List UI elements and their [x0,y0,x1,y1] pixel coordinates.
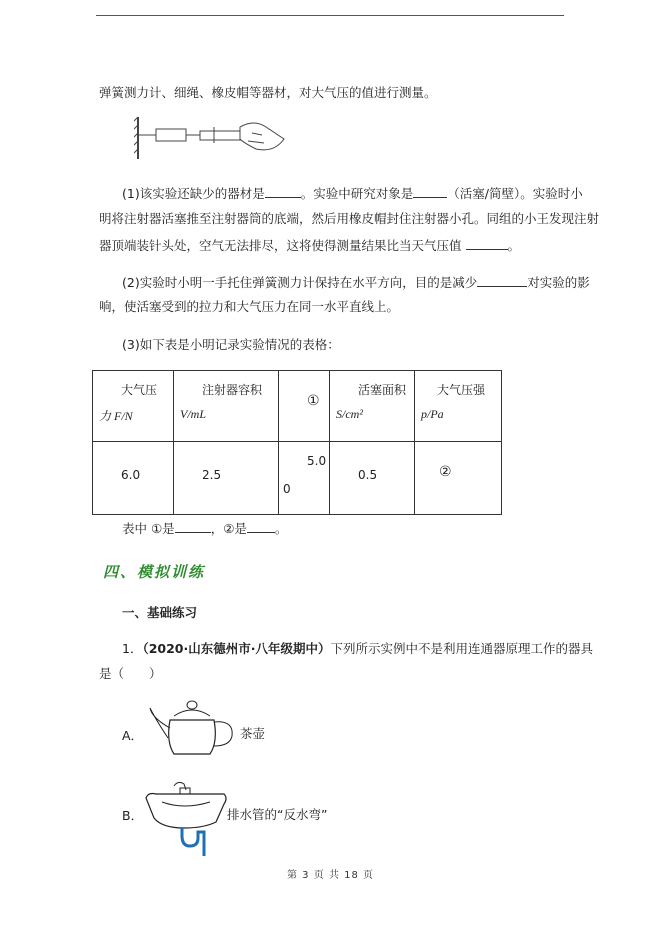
option-a-label: A． [122,728,144,743]
q3-line1: (3)如下表是小明记录实验情况的表格： [122,337,340,352]
table-note: 表中 ①是 ，②是 。 [122,521,288,536]
option-b-text: 排水管的“反水弯” [227,807,328,822]
blank-circle-1[interactable] [175,519,211,533]
sink-drain-icon [144,776,230,856]
q2-line2: 响，使活塞受到的拉力和大气压力在同一水平直线上。 [99,299,400,314]
cell-blank-1-value: 5.0 0 [279,442,330,515]
header-cell-volume: 注射器容积 V/mL [174,371,279,442]
section-title: 四、模拟训练 [103,563,206,581]
header-rule [96,15,564,16]
cell-area-value: 0.5 [330,442,415,515]
q1-blank-result[interactable] [466,236,508,250]
cell-volume-value: 2.5 [174,442,279,515]
cell-force-value: 6.0 [93,442,174,515]
data-table [92,370,502,515]
header-cell-blank-1: ① [279,371,330,442]
header-cell-pressure: 大气压强 p/Pa [415,371,502,442]
question-1-line1: 1．（2020·山东德州市·八年级期中）下列所示实例中不是利用连通器原理工作的器具 [122,641,594,656]
q1-blank-equipment[interactable] [265,184,301,198]
option-a-text: 茶壶 [240,726,266,741]
q1-line3: 器顶端装针头处，空气无法排尽，这将使得测量结果比当天气压值 。 [99,238,521,253]
intro-text: 弹簧测力计、细绳、橡皮帽等器材，对大气压的值进行测量。 [99,85,437,100]
subsection-title: 一、基础练习 [122,605,198,620]
option-b-label: B． [122,808,144,823]
cell-pressure-value: ② [415,442,502,515]
q2-blank-reduce[interactable] [477,273,527,287]
teapot-icon [146,698,238,762]
question-1-line2: 是（ ） [99,666,162,681]
q2-line1: (2)实验时小明一手托住弹簧测力计保持在水平方向，目的是减少 对实验的影 [122,275,590,290]
blank-circle-2[interactable] [247,519,275,533]
header-cell-force: 大气压 力 F/N [93,371,174,442]
table-header-row [93,371,502,442]
q1-line1: (1)该实验还缺少的器材是 。实验中研究对象是 （活塞/简壁）。实验时小 [122,186,583,201]
syringe-experiment-figure [134,113,294,165]
table-row [93,442,502,515]
q1-line2: 明将注射器活塞推至注射器筒的底端，然后用橡皮帽封住注射器小孔。同组的小王发现注射 [99,211,600,226]
q1-blank-object[interactable] [413,184,447,198]
header-cell-area: 活塞面积 S/cm² [330,371,415,442]
page-footer: 第 3 页 共 18 页 [287,870,374,881]
